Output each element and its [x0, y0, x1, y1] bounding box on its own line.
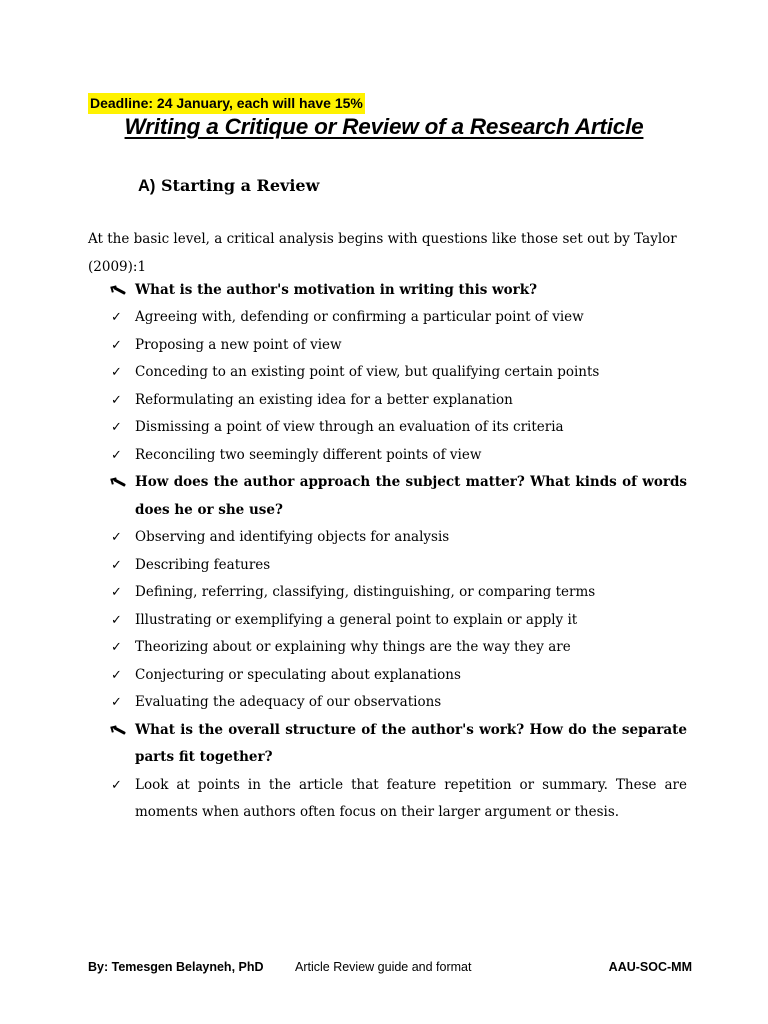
- check-item: ✓ Dismissing a point of view through an evaluation of its criteria: [111, 414, 687, 442]
- checkmark-icon: ✓: [111, 640, 122, 655]
- checkmark-icon: ✓: [111, 447, 122, 463]
- check-item: ✓ Look at points in the article that feature repetition or summary. These are moments when authors often focus on their larger argument or thesis.: [111, 772, 687, 827]
- checkmark-icon: ✓: [111, 777, 122, 793]
- check-item: ✓ Describing features: [111, 552, 687, 580]
- check-item: ✓ Reconciling two seemingly different points of view: [111, 442, 687, 470]
- section-heading-text: Starting a Review: [161, 176, 320, 195]
- criteria-list: [111, 277, 687, 827]
- section-prefix: A): [138, 177, 156, 195]
- checkmark-icon: ✓: [111, 420, 122, 435]
- footer-course-code: AAU-SOC-MM: [608, 960, 692, 974]
- checkmark-icon: ✓: [111, 392, 122, 408]
- pen-writing-icon: [111, 478, 127, 488]
- check-item: ✓ Proposing a new point of view: [111, 332, 687, 360]
- checkmark-icon: ✓: [111, 310, 122, 325]
- question-item: What is the overall structure of the author's work? How do the separate parts fit together?: [111, 717, 687, 772]
- check-item: ✓ Theorizing about or explaining why things are the way they are: [111, 634, 687, 662]
- check-item: ✓ Conjecturing or speculating about explanations: [111, 662, 687, 690]
- question-item: How does the author approach the subject matter? What kinds of words does he or she use?: [111, 469, 687, 524]
- pen-writing-icon: [111, 726, 127, 736]
- check-item: ✓ Agreeing with, defending or confirming a particular point of view: [111, 304, 687, 332]
- pen-writing-icon: [111, 286, 127, 296]
- footer-author: By: Temesgen Belayneh, PhD: [88, 960, 264, 974]
- check-item: ✓ Evaluating the adequacy of our observations: [111, 689, 687, 717]
- checkmark-icon: ✓: [111, 612, 122, 628]
- section-heading: [138, 176, 319, 196]
- checkmark-icon: ✓: [111, 695, 122, 710]
- checkmark-icon: ✓: [111, 365, 122, 380]
- question-item: What is the author's motivation in writing this work?: [111, 277, 687, 305]
- footer-doc-name: Article Review guide and format: [295, 960, 472, 974]
- check-item: ✓ Conceding to an existing point of view, but qualifying certain points: [111, 359, 687, 387]
- intro-paragraph: At the basic level, a critical analysis begins with questions like those set out by Taylor (2009):1: [88, 231, 677, 275]
- deadline-note: Deadline: 24 January, each will have 15%: [88, 93, 365, 114]
- check-item: ✓ Defining, referring, classifying, distinguishing, or comparing terms: [111, 579, 687, 607]
- checkmark-icon: ✓: [111, 337, 122, 353]
- check-item: ✓ Illustrating or exemplifying a general point to explain or apply it: [111, 607, 687, 635]
- checkmark-icon: ✓: [111, 585, 122, 600]
- page-footer: [88, 960, 692, 978]
- checkmark-icon: ✓: [111, 557, 122, 573]
- check-item: ✓ Reformulating an existing idea for a better explanation: [111, 387, 687, 415]
- check-item: ✓ Observing and identifying objects for analysis: [111, 524, 687, 552]
- checkmark-icon: ✓: [111, 530, 122, 545]
- checkmark-icon: ✓: [111, 667, 122, 683]
- document-title: Writing a Critique or Review of a Research Article: [124, 114, 644, 139]
